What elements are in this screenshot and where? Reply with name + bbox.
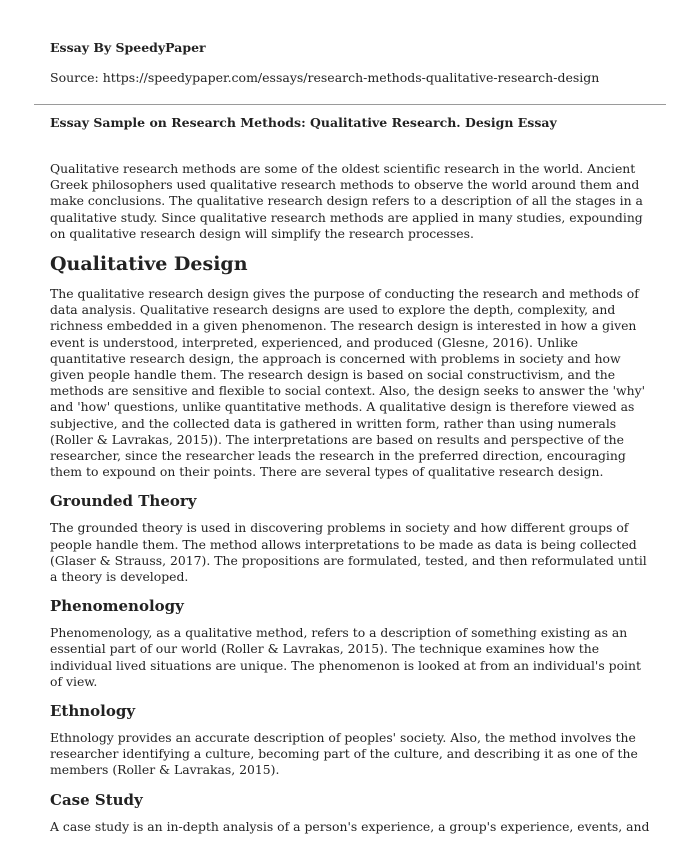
intro-paragraph: Qualitative research methods are some of the oldest scientific research in the world. Ancient Greek philosophers used qualitative research methods to observe the world around them and make conclusions. The qualitative research design refers to a description of all the stages in a qualitative study. Since qualitative research methods are applied in many studies, expounding on qualitative research design will simplify the research processes. (50, 161, 643, 241)
section-heading-qualitative-design: Qualitative Design (50, 253, 248, 276)
subsection-paragraph-grounded-theory: The grounded theory is used in discovering problems in society and how different groups of people handle them. The method allows interpretations to be made as data is being collected (Glaser & Strauss, 2017). The propositions are formulated, tested, and then reformulated until a theory is developed. (50, 520, 647, 585)
subsection-paragraph-phenomenology: Phenomenology, as a qualitative method, refers to a description of something existing as an essential part of our world (Roller & Lavrakas, 2015). The technique examines how the individual lived situations are unique. The phenomenon is looked at from an individual's point of view. (50, 625, 641, 689)
subsection-paragraph-case-study: A case study is an in-depth analysis of a person's experience, a group's experience, events, and (50, 818, 650, 834)
essay-title: Essay Sample on Research Methods: Qualitative Research. Design Essay (50, 115, 557, 130)
subsection-heading-ethnology: Ethnology (50, 702, 136, 721)
header-divider (34, 104, 666, 105)
brand-header: Essay By SpeedyPaper (50, 40, 206, 55)
subsection-paragraph-ethnology: Ethnology provides an accurate description of peoples' society. Also, the method involves the researcher identifying a culture, becoming part of the culture, and describing it as one of the members (Roller & Lavrakas, 2015). (50, 730, 638, 778)
source-line: Source: https://speedypaper.com/essays/research-methods-qualitative-research-design (50, 70, 600, 85)
subsection-heading-grounded-theory: Grounded Theory (50, 492, 197, 511)
subsection-heading-phenomenology: Phenomenology (50, 597, 184, 616)
section-paragraph-qualitative-design: The qualitative research design gives the purpose of conducting the research and methods of data analysis. Qualitative research designs are used to explore the depth, complexity, and richness embedded in a given phenomenon. The research design is interested in how a given event is understood, interpreted, experienced, and produced (Glesne, 2016). Unlike quantitative research design, the approach is concerned with problems in society and how given people handle them. The research design is based on social constructivism, and the methods are sensitive and flexible to social context. Also, the design seeks to answer the 'why' and 'how' questions, unlike quantitative methods. A qualitative design is therefore viewed as subjective, and the collected data is gathered in written form, rather than using numerals (Roller & Lavrakas, 2015)). The interpretations are based on results and perspective of the researcher, since the researcher leads the research in the preferred direction, encouraging them to expound on their points. There are several types of qualitative research design. (50, 286, 646, 480)
subsection-heading-case-study: Case Study (50, 790, 143, 809)
